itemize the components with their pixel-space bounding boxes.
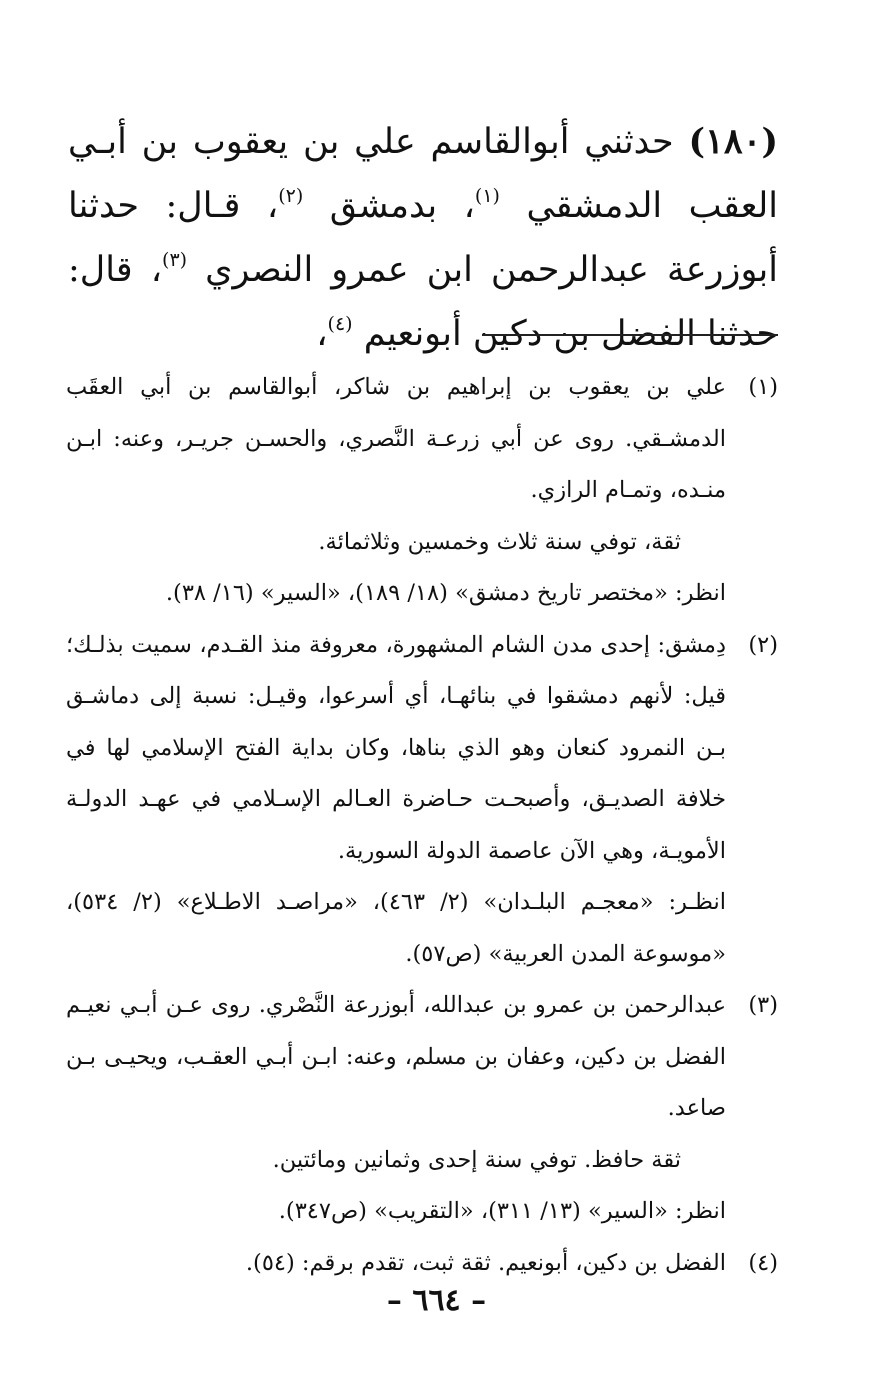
footnote-text: دِمشق: إحدى مدن الشام المشهورة، معروفة منذ القـدم، سميت بذلـك؛ قيل: لأنهم دمشقوا في بنائهـا، أي أسرعوا، وقيـل: نسبة إلى دماشـق بـن النمرود كنعان وهو الذي بناها، وكان بداية الفتح الإسلامي لها في خلافة الصديـق، وأصبحـت حـاضرة العـالم الإسـلامي في عهـد الدولـة الأمويـة، وهي الآن عاصمة الدولة السورية. <box>66 631 726 864</box>
hadith-paragraph <box>68 110 778 366</box>
footnote-1 <box>66 362 778 620</box>
footnote-source: انظر: «مختصر تاريخ دمشق» (١٨/ ١٨٩)، «السير» (١٦/ ٣٨). <box>165 580 726 606</box>
hadith-number: (١٨٠) <box>688 121 778 162</box>
footnote-note: ثقة، توفي سنة ثلاث وخمسين وثلاثمائة. <box>318 528 681 555</box>
footnotes <box>66 362 778 1289</box>
text-segment: ، بدمشق <box>303 186 475 226</box>
footnote-ref: (٣) <box>162 249 188 271</box>
footnote-note: ثقة حافظ. توفي سنة إحدى وثمانين ومائتين. <box>272 1146 681 1173</box>
footnote-4 <box>66 1238 778 1290</box>
text-segment: حدثني أبوالقاسم علي بن يعقوب بن أبـي العقب الدمشقي <box>68 122 778 226</box>
footnote-mark: (٢) <box>748 631 778 658</box>
footnote-ref: (٢) <box>278 185 304 207</box>
footnote-source: انظـر: «معجـم البلـدان» (٢/ ٤٦٣)، «مراصـد الاطـلاع» (٢/ ٥٣٤)، «موسوعة المدن العربية» (ص٥٧). <box>66 889 727 967</box>
footnote-mark: (٣) <box>748 992 778 1018</box>
footnote-text: عبدالرحمن بن عمرو بن عبدالله، أبوزرعة النَّصْري. روى عـن أبـي نعيـم الفضل بن دكين، وعفان بن مسلم، وعنه: ابـن أبـي العقـب، ويحيـى بـن صاعد. <box>66 992 726 1121</box>
footnote-mark: (١) <box>748 374 778 400</box>
footnote-ref: (٤) <box>327 313 353 335</box>
footnote-2 <box>66 620 778 981</box>
footnote-text: علي بن يعقوب بن إبراهيم بن شاكر، أبوالقاسم بن أبي العقَب الدمشـقي. روى عن أبي زرعـة النَّصري، والحسـن جريـر، وعنه: ابـن منـده، وتمـام الرازي. <box>66 374 726 503</box>
footnote-mark: (٤) <box>748 1249 778 1276</box>
text-segment: ، قـال: حدثنا أبوزرعة عبدالرحمن ابن عمرو النصري <box>68 186 778 290</box>
footnote-ref: (١) <box>474 185 500 207</box>
text-segment: ، <box>316 314 328 354</box>
footnote-3 <box>66 980 778 1238</box>
footnote-source: انظر: «السير» (١٣/ ٣١١)، «التقريب» (ص٣٤٧). <box>278 1198 726 1224</box>
text-segment: ، قال: حدثنا الفضل بن دكين أبونعيم <box>68 250 778 354</box>
page-number: – ٦٦٤ – <box>386 1283 487 1318</box>
footnote-text: الفضل بن دكين، أبونعيم. ثقة ثبت، تقدم برقم: (٥٤). <box>245 1249 726 1276</box>
footnote-separator <box>482 334 778 336</box>
